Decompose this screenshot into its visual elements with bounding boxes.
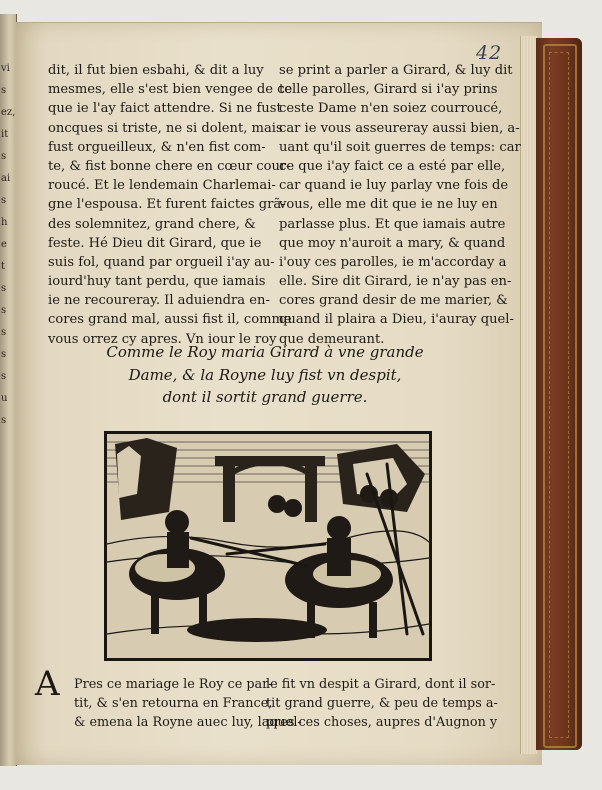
text-column-right xyxy=(279,61,521,349)
text-line: vous orrez cy apres. Vn iour le roy xyxy=(48,331,277,347)
facing-page-fragment: s xyxy=(1,415,7,426)
facing-page-fragment: s xyxy=(1,151,7,162)
text-line: mesmes, elle s'est bien vengee de ce xyxy=(48,82,293,98)
text-line: uant qu'il soit guerres de temps: car xyxy=(279,139,521,155)
text-line: quand il plaira a Dieu, i'auray quel- xyxy=(279,312,514,328)
text-line: gne l'espousa. Et furent faictes grã- xyxy=(48,197,286,213)
folio-number: 42 xyxy=(476,42,503,64)
facing-page-fragment: u xyxy=(1,393,8,404)
facing-page-fragment: s xyxy=(1,85,7,96)
facing-page-fragment: h xyxy=(1,217,8,228)
text-line: suis fol, quand par orgueil i'ay au- xyxy=(48,254,275,270)
text-line: cores grand mal, aussi fist il, comme xyxy=(48,312,292,328)
facing-page-fragment: ez, xyxy=(1,107,16,118)
facing-page-edge xyxy=(0,14,17,766)
text-line: Pres ce mariage le Roy ce par- xyxy=(74,677,273,692)
facing-page-fragment: s xyxy=(1,195,7,206)
text-line: ceste Dame n'en soiez courroucé, xyxy=(279,101,503,117)
text-line: roucé. Et le lendemain Charlemai- xyxy=(48,178,276,194)
drop-cap-initial: A xyxy=(35,664,60,704)
heading-line: dont il sortit grand guerre. xyxy=(162,388,368,406)
text-line: i'ouy ces parolles, ie m'accorday a xyxy=(279,254,507,270)
text-line: feste. Hé Dieu dit Girard, que ie xyxy=(48,235,262,251)
text-line: que demeurant. xyxy=(279,331,385,347)
facing-page-fragment: s xyxy=(1,327,7,338)
facing-page-fragment: t xyxy=(1,261,6,272)
text-line: tit grand guerre, & peu de temps a- xyxy=(266,696,498,712)
text-line: que moy n'auroit a mary, & quand xyxy=(279,235,506,251)
text-line: dit, il fut bien esbahi, & dit a luy xyxy=(48,63,264,78)
text-line: ie ne recoureray. Il aduiendra en- xyxy=(48,293,270,309)
text-line: le fit vn despit a Girard, dont il sor- xyxy=(266,677,496,692)
book-cover xyxy=(536,38,582,750)
text-line: vous, elle me dit que ie ne luy en xyxy=(279,197,498,213)
text-line: se print a parler a Girard, & luy dit xyxy=(279,63,513,78)
text-line: que ie l'ay faict attendre. Si ne fust xyxy=(48,101,282,117)
text-line: tit, & s'en retourna en France, xyxy=(74,696,273,712)
facing-page-fragment: s xyxy=(1,305,7,316)
text-line: elle. Sire dit Girard, ie n'ay pas en- xyxy=(279,274,512,290)
text-line: & emena la Royne auec luy, laquel- xyxy=(74,715,302,731)
text-line: cores grand desir de me marier, & xyxy=(279,293,508,309)
woodcut-battle-scene xyxy=(107,434,429,658)
facing-page-fragment: ai xyxy=(1,173,11,184)
text-column-bottom-right xyxy=(266,675,498,733)
text-column-left xyxy=(48,61,292,349)
text-line: iourd'huy tant perdu, que iamais xyxy=(48,274,266,290)
text-line: car ie vous asseureray aussi bien, a- xyxy=(279,120,520,136)
text-line: ce que i'ay faict ce a esté par elle, xyxy=(279,158,506,174)
text-line: des solemnitez, grand chere, & xyxy=(48,216,256,232)
text-line: car quand ie luy parlay vne fois de xyxy=(279,178,509,194)
text-line: oncques si triste, ne si dolent, mais xyxy=(48,120,283,136)
gilt-tooling-inner xyxy=(549,52,569,738)
facing-page-fragment: s xyxy=(1,283,7,294)
text-line: te, & fist bonne chere en cœur cour- xyxy=(48,158,291,174)
facing-page-fragment: it xyxy=(1,129,9,140)
woodcut-illustration xyxy=(104,431,432,661)
chapter-heading xyxy=(60,341,470,409)
heading-line: Dame, & la Royne luy fist vn despit, xyxy=(128,365,402,384)
text-line: parlasse plus. Et que iamais autre xyxy=(279,216,506,232)
text-line: pres ces choses, aupres d'Augnon y xyxy=(266,715,498,731)
text-line: fust orgueilleux, & n'en fist com- xyxy=(48,139,266,155)
heading-line: Comme le Roy maria Girard à vne grande xyxy=(106,343,424,361)
text-line: telle parolles, Girard si i'ay prins xyxy=(279,82,498,98)
facing-page-fragment: s xyxy=(1,349,7,360)
facing-page-fragment: s xyxy=(1,371,7,382)
facing-page-fragment: vi xyxy=(1,63,10,74)
facing-page-fragment: e xyxy=(1,239,7,250)
page-block-edge xyxy=(520,36,537,754)
